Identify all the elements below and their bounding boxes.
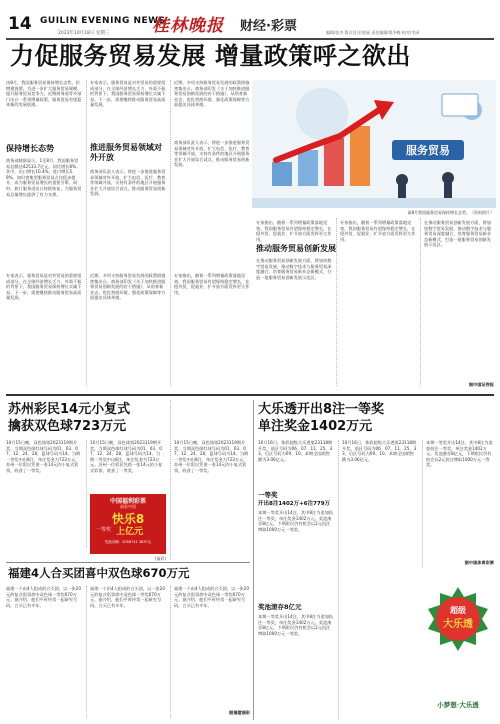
first-prize-detail: 开出8注1402万+6注779万 (258, 501, 331, 507)
welfare-lottery-ad (90, 494, 166, 554)
column-divider (86, 440, 87, 548)
lead-col5-body: 专家指出，随着一系列增量政策落地见效，我国服务贸易有望保持稳定增长，在稳外贸、促就业、扩开放方面发挥更大作用。 (340, 220, 416, 242)
column-divider (336, 218, 337, 386)
column-divider (170, 400, 171, 560)
welfare-lottery-logo: 中国福利彩票 (109, 498, 146, 505)
newspaper-logo: 桂林晚报 (152, 16, 224, 36)
lead-col2-body: 专家表示，服务贸易是对外贸易的重要组成部分，在全球经济增长乏力、外需不振的背景下，我国服务贸易保持增长实属不易。下一步，需要继续推动服务贸易高质量发展。 (90, 80, 166, 108)
lead-col6-body: 在推动服务贸易创新发展方面，将加快数字贸易发展，推动数字技术与服务贸易深度融合，培育服务贸易新业态新模式，打造一批服务贸易创新发展示范区。 (424, 220, 492, 248)
newspaper-english-name: GUILIN EVENING NEWS (40, 16, 166, 26)
ad-jackpot-pool: 奖池余额：2058741 3837元 (104, 540, 152, 544)
subhead-innovation: 推动服务贸易创新发展 (256, 244, 336, 253)
section-rule (6, 394, 494, 396)
issue-date: 2023年10月18日 星期三 (58, 31, 110, 36)
column-divider (420, 218, 421, 386)
ad-caption: (福彩) (154, 556, 166, 561)
lead-col4-top: 专家指出，随着一系列增量政策落地见效，我国服务贸易有望保持稳定增长，在稳外贸、促就业、扩开放方面发挥更大作用。 (256, 220, 332, 242)
illustration-sign-text: 服务贸易 (406, 144, 450, 157)
lead-col3-body: 近期，多项支持服务贸易发展的政策措施密集出台。商务部印发《关于加快推进服务贸易创新发展的若干措施》，从培育新业态、优化营商环境、强化政策保障等方面提出具体举措。 (174, 80, 250, 108)
lottery-mid-headline: 福建4人合买团喜中双色球670万元 (8, 566, 190, 580)
masthead-rule (6, 38, 494, 40)
lead-col3-body-2: 商务部负责人表示，将进一步推进服务贸易领域对外开放，扩大电信、医疗、教育等领域开放，支持有条件的地区开展服务业扩大开放综合试点，推动服务贸易创新发展。 (174, 140, 250, 168)
lottery-mid-col3: 福建一个由4人组成的合买团，以一张20元的复式彩票命中双色球一等奖670万元。据介绍，他们平时经常一起研究号码，合买已有多年。 (174, 586, 249, 608)
column-divider (170, 586, 171, 718)
subhead-opening: 推进服务贸易领域对外开放 (90, 143, 162, 162)
lead-intro: 由8月，我国服务贸易保持增长态势，但增速放缓。为进一步扩大服务贸易规模，提升服务贸易竞争力，近期商务部等多部门出台一系列增量政策，服务贸易有望迎来新的发展机遇。 (6, 80, 82, 108)
editor-credits: 编辑/张杰 版式设计/莫丽 责任编辑/莫冬梅 校对/韦泽 (326, 30, 420, 35)
ad-prize-tier: 一等奖 (96, 527, 112, 533)
welfare-lottery-slogan: 福彩中国 (120, 504, 136, 509)
lottery-right-headline-2: 单注奖金1402万元 (258, 419, 373, 434)
subsection-rule (6, 562, 250, 563)
lottery-mid-source: 据福建福彩 (229, 710, 250, 715)
lottery-left-col2: 10月15日晚，双色球第2023119期开奖，当期双色球红球号码为01、03、07、12、24、28，蓝球号码为14。当期一等奖中出8注，单注奖金为723万元。苏州一位彩民凭借一张14元的小复式彩票，收获了一等奖。 (90, 440, 163, 473)
lead-col2-body-3: 近期，多项支持服务贸易发展的政策措施密集出台。商务部印发《关于加快推进服务贸易创新发展的若干措施》，从培育新业态、优化营商环境、强化政策保障等方面提出具体举措。 (90, 273, 166, 301)
lead-col1-body: 商务部数据显示，1至8月，我国服务贸易总额达42533.7亿元，同比增长8%。其中，出口增长10.4%，进口增长5.9%。知识密集型服务贸易占比稳步提升，成为服务贸易增长的重要引擎。同时，旅行服务进出口持续恢复，为服务贸易总量增长提供了有力支撑。 (6, 158, 82, 197)
lead-headline: 力促服务贸易发展 增量政策呼之欲出 (10, 42, 411, 70)
column-divider (86, 80, 87, 386)
column-divider (422, 440, 423, 568)
ad-prize-amount: 上亿元 (116, 527, 144, 537)
subhead-growth: 保持增长态势 (6, 144, 54, 153)
lottery-right-col1-body-2: 本期一等奖开出14注，其中8注为追加投注一等奖，单注奖金1402万元。奖池滚存8亿元，下期彩民仍有机会以2元投注博取1000万元一等奖。 (258, 614, 333, 636)
lead-col2-body-2: 商务部负责人表示，将进一步推进服务贸易领域对外开放，扩大电信、医疗、教育等领域开放，支持有条件的地区开展服务业扩大开放综合试点，推动服务贸易创新发展。 (90, 169, 166, 197)
service-trade-illustration (252, 80, 496, 208)
lottery-right-col1-body: 本期一等奖开出14注，其中8注为追加投注一等奖，单注奖金1402万元。奖池滚存8亿元，下期彩民仍有机会以2元投注博取1000万元一等奖。 (258, 510, 333, 532)
lead-col4-body: 在推动服务贸易创新发展方面，将加快数字贸易发展，推动数字技术与服务贸易深度融合，培育服务贸易新业态新模式，打造一批服务贸易创新发展示范区。 (256, 258, 332, 280)
lead-source: 据中国证券报 (468, 382, 494, 387)
lottery-right-col3: 本期一等奖开出14注，其中8注为追加投注一等奖，单注奖金1402万元。奖池滚存8亿元，下期彩民仍有机会以2元投注博取1000万元一等奖。 (426, 440, 493, 468)
lottery-left-headline-2: 擒获双色球723万元 (8, 419, 127, 434)
badge-text-top: 超级 (450, 606, 466, 615)
lottery-left-col1: 10月15日晚，双色球第2023119期开奖，当期双色球红球号码为01、03、07、12、24、28，蓝球号码为14。当期一等奖中出8注，单注奖金为723万元。苏州一位彩民凭借一张14元的小复式彩票，收获了一等奖。 (6, 440, 81, 473)
lead-col3-body-3: 专家指出，随着一系列增量政策落地见效，我国服务贸易有望保持稳定增长，在稳外贸、促就业、扩开放方面发挥更大作用。 (174, 273, 250, 295)
lottery-right-source: 据中国体育彩票 (464, 560, 494, 565)
column-divider (86, 586, 87, 718)
subhead-first-prize: 一等奖 (258, 491, 278, 499)
lottery-left-col3: 10月15日晚，双色球第2023119期开奖，当期双色球红球号码为01、03、07、12、24、28，蓝球号码为14。当期一等奖中出8注，单注奖金为723万元。苏州一位彩民凭借一张14元的小复式彩票，收获了一等奖。 (174, 440, 249, 473)
super-lotto-badge (424, 585, 492, 653)
lead-col1-body-2: 专家表示，服务贸易是对外贸易的重要组成部分，在全球经济增长乏力、外需不振的背景下，我国服务贸易保持增长实属不易。下一步，需要继续推动服务贸易高质量发展。 (6, 273, 82, 301)
badge-text-bottom: 大乐透 (443, 619, 473, 630)
lottery-left-headline-1: 苏州彩民14元小复式 (8, 402, 131, 417)
photo-caption-right: 前8月我国服务贸易保持增长态势。（资料图片） (407, 210, 494, 215)
subhead-jackpot-rollover: 奖池滚存8亿元 (258, 603, 302, 611)
section-name: 财经·彩票 (240, 19, 297, 34)
keno8-title: 快乐8 (111, 512, 145, 526)
lottery-mid-col2: 福建一个由4人组成的合买团，以一张20元的复式彩票命中双色球一等奖670万元。据介绍，他们平时经常一起研究号码，合买已有多年。 (90, 586, 165, 608)
half-divider (253, 400, 254, 720)
super-lotto-slogan: 小梦想·大乐透 (437, 701, 479, 709)
lottery-right-headline-1: 大乐透开出8注一等奖 (258, 402, 385, 417)
column-divider (170, 80, 171, 386)
lottery-right-col2: 10月16日，体彩超级大乐透第23118期开奖，前区号码为06、07、11、25、33，后区号码为09、10。本期全国销售额为3.06亿元。 (342, 440, 417, 462)
column-divider (338, 440, 339, 720)
page-number: 14 (8, 14, 32, 34)
lottery-mid-col1: 福建一个由4人组成的合买团，以一张20元的复式彩票命中双色球一等奖670万元。据介绍，他们平时经常一起研究号码，合买已有多年。 (6, 586, 81, 608)
lottery-right-col1-intro: 10月16日，体彩超级大乐透第23118期开奖，前区号码为06、07、11、25、33，后区号码为09、10。本期全国销售额为3.06亿元。 (258, 440, 333, 462)
